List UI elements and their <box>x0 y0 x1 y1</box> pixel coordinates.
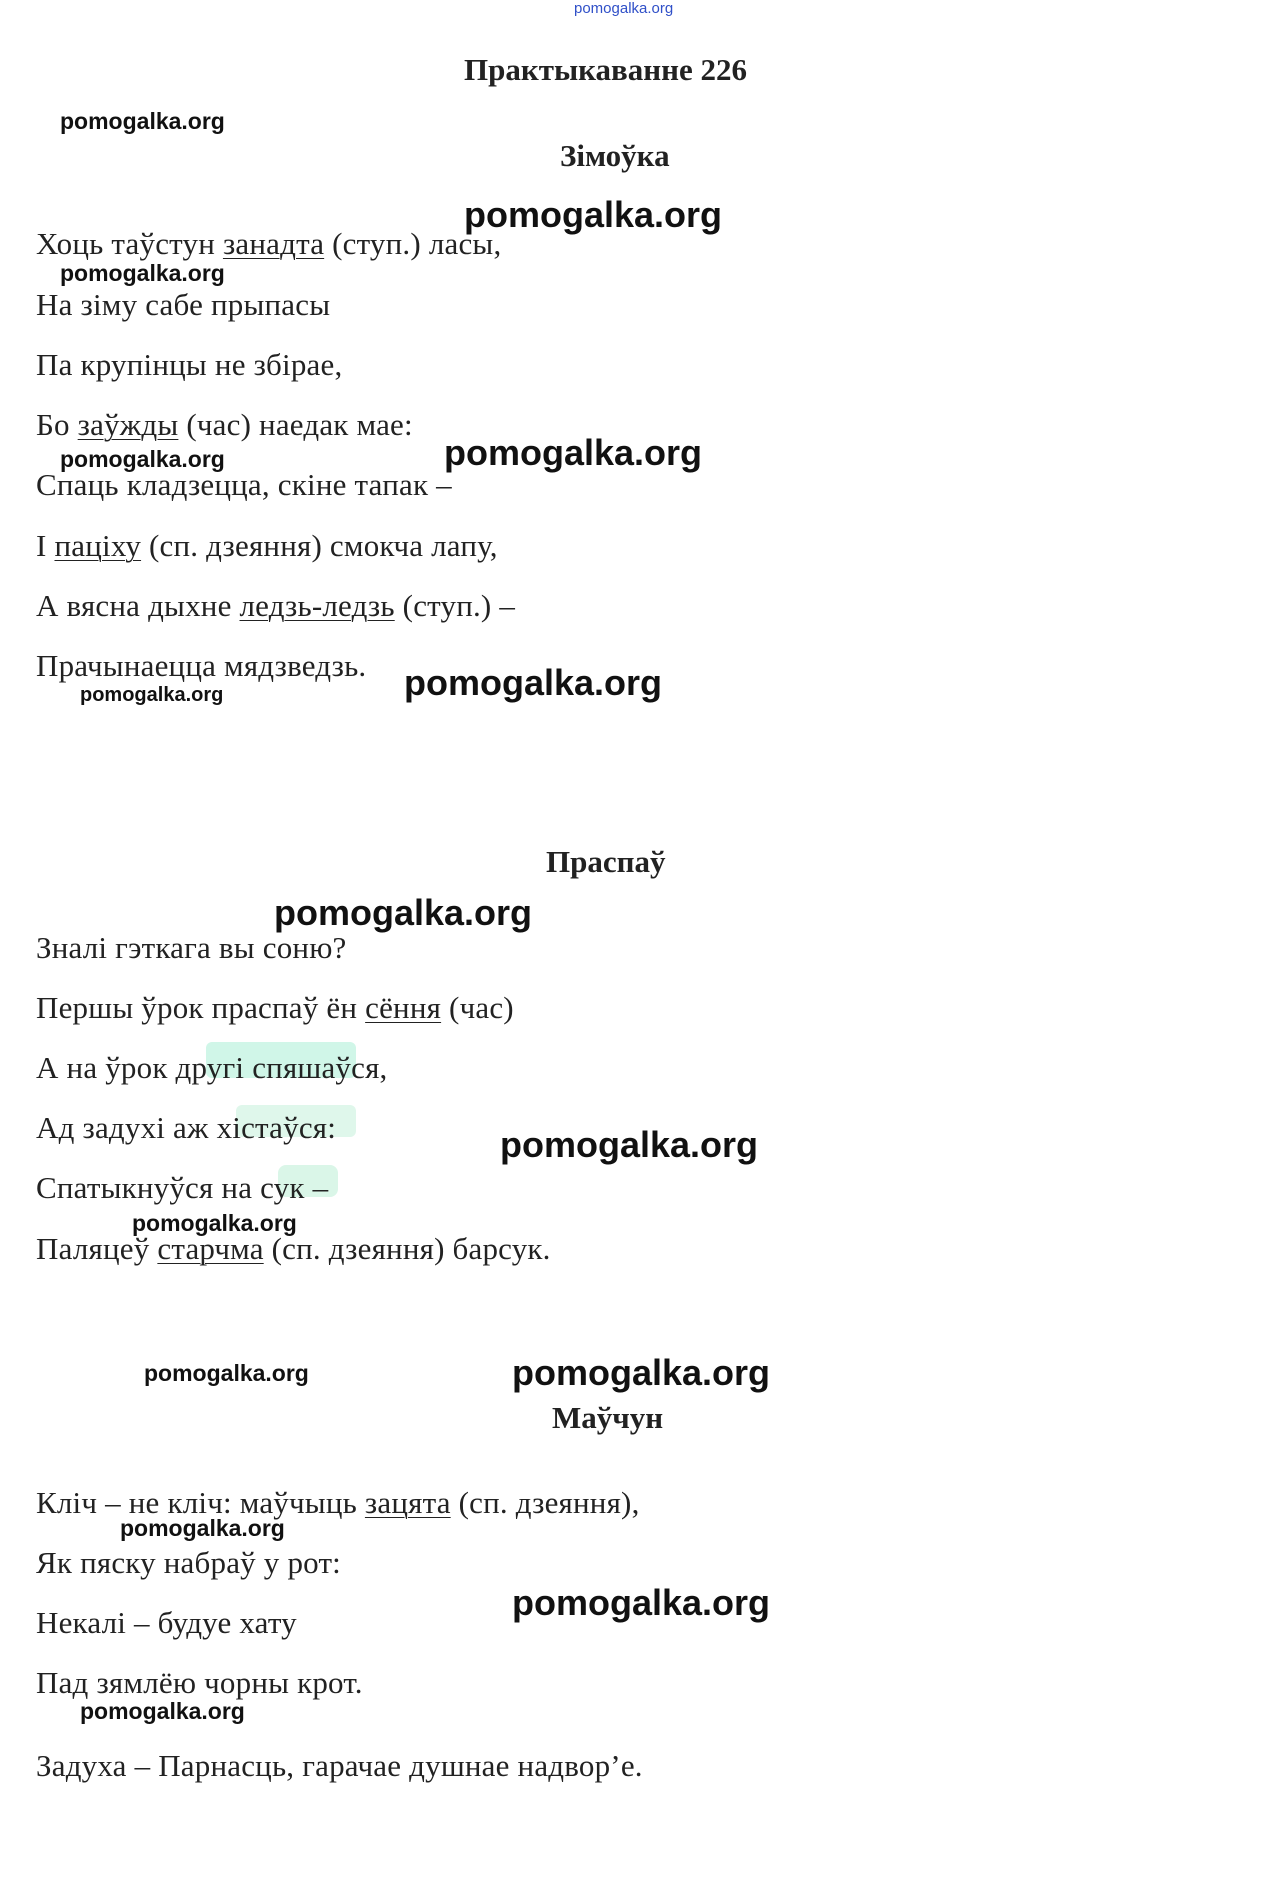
poem-line: Кліч – не кліч: маўчыць зацята (сп. дзеяння), <box>36 1485 640 1520</box>
top-watermark-link[interactable]: pomogalka.org <box>574 0 674 17</box>
poem-line: А на ўрок другі спяшаўся, <box>36 1050 388 1085</box>
watermark: pomogalka.org <box>80 1698 245 1724</box>
underlined-adverb: зацята <box>364 1485 451 1520</box>
poem-line: І паціху (сп. дзеяння) смокча лапу, <box>36 528 498 563</box>
watermark: pomogalka.org <box>512 1582 771 1623</box>
underlined-adverb: паціху <box>54 528 142 563</box>
poem-line: Бо заўжды (час) наедак мае: <box>36 407 413 442</box>
watermark: pomogalka.org <box>60 260 225 286</box>
poem-title-mauchun: Маўчун <box>552 1400 664 1435</box>
poem-line: Спатыкнуўся на сук – <box>36 1170 329 1205</box>
watermark: pomogalka.org <box>274 892 533 933</box>
poem-line: Ад задухі аж хістаўся: <box>36 1110 337 1145</box>
poem-line: Зналі гэткага вы соню? <box>36 930 347 965</box>
poem-line: Спаць кладзецца, скіне тапак – <box>36 467 452 502</box>
poem-line: На зіму сабе прыпасы <box>36 287 331 322</box>
poem-line: Прачынаецца мядзведзь. <box>36 648 367 683</box>
watermark: pomogalka.org <box>464 194 723 235</box>
footnote-line: Задуха – Парнасць, гарачае душнае надвор’е. <box>36 1748 643 1783</box>
poem-line: Па крупінцы не збірае, <box>36 347 343 382</box>
watermark: pomogalka.org <box>60 446 225 472</box>
watermark: pomogalka.org <box>132 1210 297 1236</box>
watermark: pomogalka.org <box>444 432 703 473</box>
watermark: pomogalka.org <box>120 1515 285 1541</box>
poem-line: Як пяску набраў у рот: <box>36 1545 342 1580</box>
underlined-adverb: занадта <box>222 226 325 261</box>
underlined-adverb: сёння <box>365 990 442 1025</box>
poem-line: А вясна дыхне ледзь-ледзь (ступ.) – <box>36 588 516 623</box>
poem-line: Пад зямлёю чорны крот. <box>36 1665 363 1700</box>
poem-line: Хоць таўстун занадта (ступ.) ласы, <box>36 226 502 261</box>
underlined-adverb: старчма <box>157 1231 264 1266</box>
poem-title-praspau: Праспаў <box>546 844 666 879</box>
poem-title-zimouka: Зімоўка <box>560 138 670 173</box>
page-title: Практыкаванне 226 <box>464 52 748 87</box>
watermark: pomogalka.org <box>512 1352 771 1393</box>
poem-line: Некалі – будуе хату <box>36 1605 297 1640</box>
watermark: pomogalka.org <box>404 662 663 703</box>
underlined-adverb: заўжды <box>77 407 179 442</box>
watermark: pomogalka.org <box>500 1124 759 1165</box>
watermark: pomogalka.org <box>80 684 224 706</box>
watermark: pomogalka.org <box>144 1360 309 1386</box>
poem-line: Паляцеў старчма (сп. дзеяння) барсук. <box>36 1231 551 1266</box>
underlined-adverb: ледзь-ледзь <box>239 588 395 623</box>
poem-line: Першы ўрок праспаў ён сёння (час) <box>36 990 514 1025</box>
watermark: pomogalka.org <box>60 108 225 134</box>
